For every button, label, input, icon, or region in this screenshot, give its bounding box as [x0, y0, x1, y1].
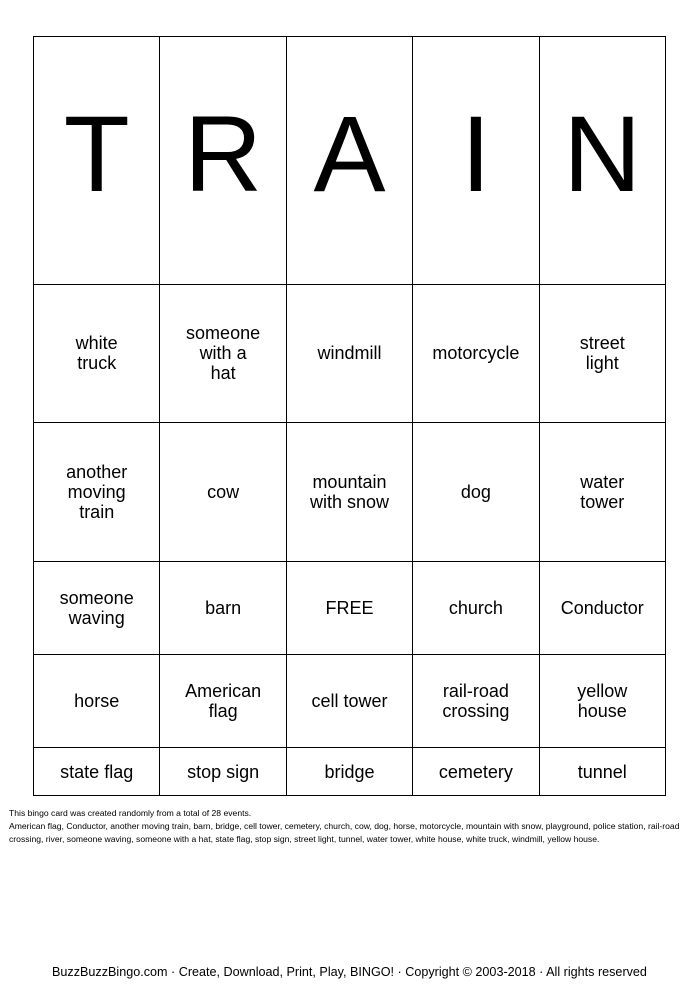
bingo-square: windmill	[286, 284, 412, 423]
bingo-square: motorcycle	[413, 284, 539, 423]
bingo-square: water tower	[539, 423, 665, 562]
bingo-square: another moving train	[34, 423, 160, 562]
free-square: FREE	[286, 561, 412, 654]
card-row	[34, 561, 666, 654]
header-letter-text: T	[63, 93, 130, 215]
bingo-square: bridge	[286, 748, 412, 796]
bingo-card-body	[34, 37, 666, 796]
events-list: American flag, Conductor, another moving train, barn, bridge, cell tower, cemetery, church, cow, dog, horse, motorcycle, mountain with snow, playground, police station, rail-road crossing, river, someone waving, someone with a hat, state flag, stop sign, street light, tunnel, water tower, white house, white truck, windmill, yellow house.	[9, 821, 680, 844]
header-letter	[34, 37, 160, 285]
header-letter-text: N	[563, 93, 642, 215]
header-letter-text: R	[184, 93, 263, 215]
bingo-square: Conductor	[539, 561, 665, 654]
bingo-square: yellow house	[539, 655, 665, 748]
bingo-square: rail-road crossing	[413, 655, 539, 748]
card-summary: This bingo card was created randomly from a total of 28 events.	[9, 808, 252, 818]
header-letter-text: I	[460, 93, 491, 215]
card-row	[34, 423, 666, 562]
bingo-square: American flag	[160, 655, 286, 748]
bingo-square: barn	[160, 561, 286, 654]
bingo-square: tunnel	[539, 748, 665, 796]
bingo-square: stop sign	[160, 748, 286, 796]
card-footer-notes	[9, 807, 689, 846]
bingo-square: white truck	[34, 284, 160, 423]
bingo-square: street light	[539, 284, 665, 423]
bingo-square: mountain with snow	[286, 423, 412, 562]
bingo-square: horse	[34, 655, 160, 748]
bingo-square: someone with a hat	[160, 284, 286, 423]
header-letter-text: A	[313, 93, 386, 215]
site-footer: BuzzBuzzBingo.com · Create, Download, Print, Play, BINGO! · Copyright © 2003-2018 · All rights reserved	[52, 965, 647, 979]
bingo-square: dog	[413, 423, 539, 562]
card-row	[34, 748, 666, 796]
card-row	[34, 655, 666, 748]
card-row	[34, 284, 666, 423]
bingo-square: church	[413, 561, 539, 654]
bingo-square: cell tower	[286, 655, 412, 748]
header-row	[34, 37, 666, 285]
bingo-square: state flag	[34, 748, 160, 796]
header-letter	[413, 37, 539, 285]
header-letter	[539, 37, 665, 285]
bingo-square: cow	[160, 423, 286, 562]
bingo-square: cemetery	[413, 748, 539, 796]
bingo-card	[33, 36, 666, 796]
bingo-square: someone waving	[34, 561, 160, 654]
header-letter	[286, 37, 412, 285]
header-letter	[160, 37, 286, 285]
